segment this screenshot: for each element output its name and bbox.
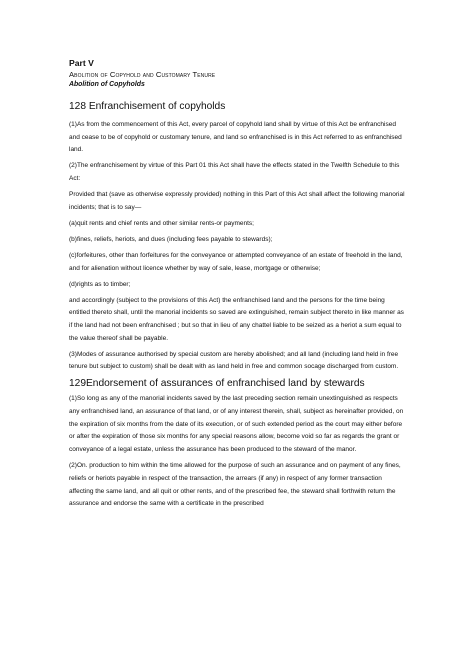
paragraph: Provided that (save as otherwise expressly provided) nothing in this Part of this Act shall affect the following manorial incidents; that is to say—: [69, 191, 405, 211]
section-heading: 128 Enfranchisement of copyholds: [69, 101, 226, 112]
section-128: [69, 100, 405, 374]
paragraph: (2)On. production to him within the time allowed for the purpose of such an assurance and on payment of any fines, reliefs or heriots payable in respect of the transaction, the arrears (if any) in respect of any former transaction affecting the same land, and all quit or other rents, and of the prescribed fee, the steward shall forthwith return the assurance and endorse the same with a certificate in the prescribed: [69, 462, 401, 508]
part-title: Part V: [69, 58, 94, 68]
part-subsubtitle: Abolition of Copyholds: [69, 81, 145, 88]
document-content: [69, 58, 405, 514]
section-129: [69, 377, 405, 511]
paragraph: (c)forfeitures, other than forfeitures for the conveyance or attempted conveyance of an estate of freehold in the land, and for alienation without licence whether by way of sale, lease, mortgage or otherwise;: [69, 251, 403, 272]
section-heading: 129Endorsement of assurances of enfranchised land by stewards: [69, 378, 365, 390]
paragraph: (a)quit rents and chief rents and other similar rents-or payments;: [69, 219, 254, 227]
paragraph: (b)fines, reliefs, heriots, and dues (including fees payable to stewards);: [69, 235, 273, 243]
part-subtitle-text: Abolition of Copyhold and Customary Tenure: [69, 70, 216, 79]
paragraph: (1)So long as any of the manorial incidents saved by the last preceding section remain unextinguished as respects any enfranchised land, an assurance of that land, or of any interest therein, shall, subject as hereinafter provided, on the expiration of six months from the date of its execution, or of such extended period as the court may either before or after the expiration of those six months for any special reasons allow, become void so far as regards the grant or conveyance of a legal estate, unless the assurance has been produced to the steward of the manor.: [69, 395, 404, 454]
part-subtitle: [69, 69, 405, 80]
paragraph: (2)The enfranchisement by virtue of this Part 01 this Act shall have the effects stated in the Twelfth Schedule to this Act:: [69, 162, 400, 183]
paragraph: (1)As from the commencement of this Act, every parcel of copyhold land shall by virtue of this Act be enfranchised and cease to be of copyhold or customary tenure, and land so enfranchised is in this Act referred to as enfranchised land.: [69, 121, 402, 154]
paragraph: and accordingly (subject to the provisions of this Act) the enfranchised land and the persons for the time being entitled thereto shall, until the manorial incidents so saved are extinguished, remain subject thereto in like manner as if the land had not been enfranchised ; but so that in lieu of any chattel liable to be seized as a heriot a sum equal to the value thereof shall be payable.: [69, 296, 404, 342]
paragraph: (d)rights as to timber;: [69, 280, 131, 288]
paragraph: (3)Modes of assurance authorised by special custom are hereby abolished; and all land (including land held in free tenure but subject to custom) shall be dealt with as land held in free and common socage discharged from custom.: [69, 350, 399, 371]
